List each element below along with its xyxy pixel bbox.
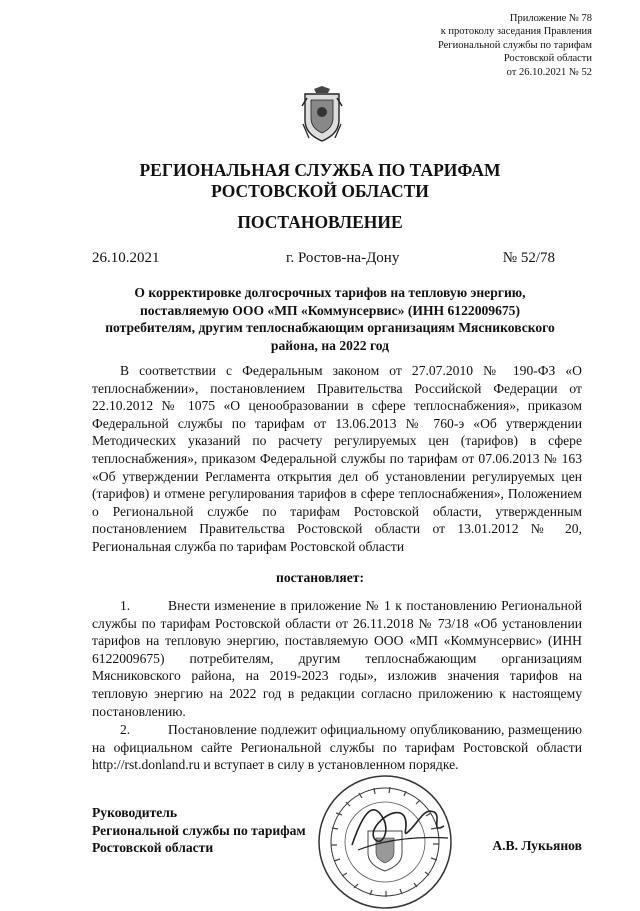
org-line: РЕГИОНАЛЬНАЯ СЛУЖБА ПО ТАРИФАМ [139,160,501,180]
subject-line: О корректировке долгосрочных тарифов на тепловую энергию, [134,285,526,300]
document-number: № 52/78 [502,250,555,266]
subject-line: поставляемую ООО «МП «Коммунсервис» (ИНН 6122009675) [139,302,521,318]
item-text: Постановление подлежит официальному опубликованию, размещению на официальном сайте Региональной службы по тарифам Ростовской области http://rst.donland.ru и вступает в силу в установленном порядке. [92,722,582,773]
appendix-line: Региональной службы по тарифам [437,39,592,51]
signer-position: Региональной службы по тарифам [92,822,306,838]
item-number: 1. [120,598,131,613]
resolution-item [92,597,582,720]
document-type: ПОСТАНОВЛЕНИЕ [237,212,403,232]
item-number: 2. [120,722,131,738]
organization-title [0,160,640,202]
appendix-line: от 26.10.2021 № 52 [506,66,592,78]
appendix-note [438,12,592,79]
item-text: Внести изменение в приложение № 1 к постановлению Региональной службы по тарифам Ростовской области от 26.11.2018 № 73/18 «Об установлении тарифов на тепловую энергию, поставляемую ООО «МП «Коммунсервис» (ИНН 6122009675) потребителям, другим теплоснабжающим организациям Мясниковского района, на 2019-2023 годы», изложив значения тарифов на тепловую энергию на 2022 год в редакции согласно приложению к настоящему постановлению. [92,598,582,719]
signer-name: А.В. Лукьянов [492,838,582,853]
subject-line: потребителям, другим теплоснабжающим организациям Мясниковского [105,320,555,336]
coat-of-arms-icon [299,86,345,144]
document-city: г. Ростов-на-Дону [286,250,400,266]
document-meta [92,250,555,270]
signer-position: Руководитель [92,805,178,820]
appendix-line: к протоколу заседания Правления [440,26,592,38]
preamble-text: В соответствии с Федеральным законом от 27.07.2010 № 190-ФЗ «О теплоснабжении», постановлением Правительства Российской Федерации от 22.10.2012 № 1075 «О ценообразовании в сфере теплоснабжения», приказом Федеральной службы по тарифам от 13.06.2013 № 760-э «Об утверждении Методических указаний по расчету регулируемых цен (тарифов) в сфере теплоснабжения», приказом Федеральной службы по тарифам от 07.06.2013 № 163 «Об утверждении Регламента открытия дел об установлении регулируемых цен (тарифов) и отмене регулирования тарифов в сфере теплоснабжения», Положением о Региональной службе по тарифам Ростовской области, утвержденным постановлением Правительства Ростовской области от 13.01.2012 № 20, Региональная служба по тарифам Ростовской области [92,363,582,554]
appendix-line: Ростовской области [503,53,592,65]
decides-heading: постановляет: [276,570,364,585]
preamble [92,362,582,556]
signer-position: Ростовской области [92,840,214,856]
appendix-line: Приложение № 78 [509,13,592,24]
subject-line: района, на 2022 год [270,337,390,353]
signature-block [92,804,306,857]
document-subject [60,284,600,354]
document-date: 26.10.2021 [92,250,160,266]
resolution-item [92,721,582,774]
resolution-items [92,597,582,775]
handwritten-signature-icon [344,790,454,860]
org-line: РОСТОВСКОЙ ОБЛАСТИ [211,181,429,201]
